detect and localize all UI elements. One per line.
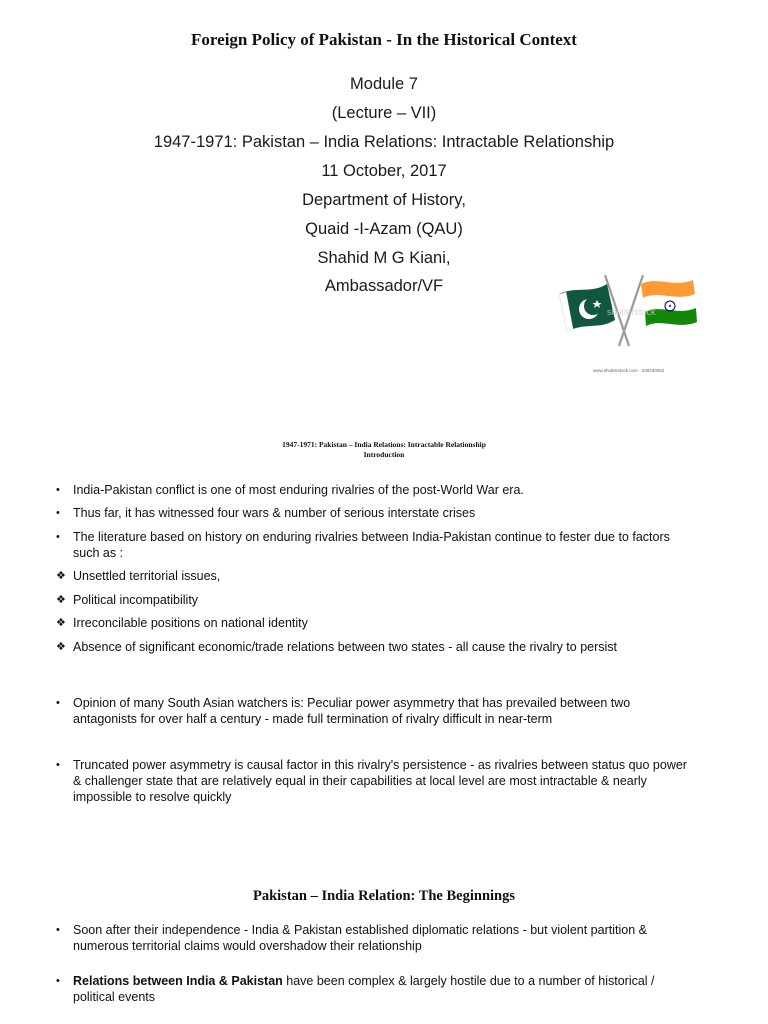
bullet-marker: • — [56, 531, 60, 543]
document-title: Foreign Policy of Pakistan - In the Historical Context — [191, 30, 577, 49]
diamond-bullet-icon: ❖ — [56, 641, 66, 653]
list-item — [56, 568, 696, 584]
bullet-text — [73, 973, 696, 1005]
section-heading — [0, 440, 768, 460]
list-item — [56, 757, 696, 805]
bullet-bold-text: Relations between India & Pakistan — [73, 974, 283, 988]
diamond-bullet-icon: ❖ — [56, 617, 66, 629]
title-line-department: Department of History, — [302, 191, 466, 209]
title-line-module: Module 7 — [350, 75, 418, 93]
title-line-date: 11 October, 2017 — [321, 162, 447, 180]
list-item — [56, 973, 696, 1005]
bullet-rest-text: have been complex & largely hostile due to a number of historical / political events — [73, 974, 655, 1004]
bullet-text: Unsettled territorial issues, — [73, 569, 221, 583]
title-line-topic: 1947-1971: Pakistan – India Relations: Intractable Relationship — [153, 133, 615, 151]
svg-text:www.shutterstock.com · 3384300: www.shutterstock.com · 338430062 — [593, 368, 665, 373]
list-item — [56, 482, 696, 498]
bullet-text: Thus far, it has witnessed four wars & number of serious interstate crises — [73, 506, 476, 520]
title-line-author: Shahid M G Kiani, — [317, 249, 451, 267]
bullet-marker: • — [56, 924, 60, 936]
diamond-bullet-icon: ❖ — [56, 570, 66, 582]
bullet-text: Irreconcilable positions on national identity — [73, 616, 308, 630]
bullet-text: India-Pakistan conflict is one of most enduring rivalries of the post-World War era. — [73, 483, 524, 497]
crossed-flags-image — [545, 250, 707, 374]
list-item — [56, 529, 696, 561]
svg-text:shutterstock: shutterstock — [607, 307, 656, 317]
bullet-marker: • — [56, 484, 60, 496]
list-item — [56, 615, 696, 631]
list-item — [56, 505, 696, 521]
pakistan-india-flags-icon — [545, 250, 707, 374]
bullet-text: The literature based on history on enduring rivalries between India-Pakistan continue to fester due to factors such as : — [73, 530, 670, 560]
bullet-marker: • — [56, 975, 60, 987]
list-item — [56, 639, 696, 655]
bullet-text: Soon after their independence - India & Pakistan established diplomatic relations - but violent partition & numerous territorial claims would overshadow their relationship — [73, 923, 647, 953]
section-heading-subtitle: Introduction — [363, 450, 405, 459]
bullet-marker: • — [56, 697, 60, 709]
list-item — [56, 592, 696, 608]
list-item — [56, 922, 696, 954]
bullet-text: Political incompatibility — [73, 593, 199, 607]
diamond-bullet-icon: ❖ — [56, 594, 66, 606]
section2-heading: Pakistan – India Relation: The Beginnings — [252, 888, 515, 904]
list-item — [56, 695, 696, 727]
bullet-text: Truncated power asymmetry is causal factor in this rivalry's persistence - as rivalries between status quo power & challenger state that are relatively equal in their capabilities at local level are most intractable & nearly impossible to resolve quickly — [73, 758, 687, 804]
title-line-lecture: (Lecture – VII) — [331, 104, 437, 122]
section-heading-title: 1947-1971: Pakistan – India Relations: Intractable Relationship — [282, 440, 486, 449]
title-line-role: Ambassador/VF — [324, 277, 444, 295]
bullet-marker: • — [56, 507, 60, 519]
bullet-marker: • — [56, 759, 60, 771]
bullet-text: Absence of significant economic/trade relations between two states - all cause the rivalry to persist — [73, 640, 618, 654]
title-line-university: Quaid -I-Azam (QAU) — [305, 220, 463, 238]
bullet-text: Opinion of many South Asian watchers is: Peculiar power asymmetry that has prevailed between two antagonists for over half a century - made full termination of rivalry difficult in near-term — [73, 696, 631, 726]
